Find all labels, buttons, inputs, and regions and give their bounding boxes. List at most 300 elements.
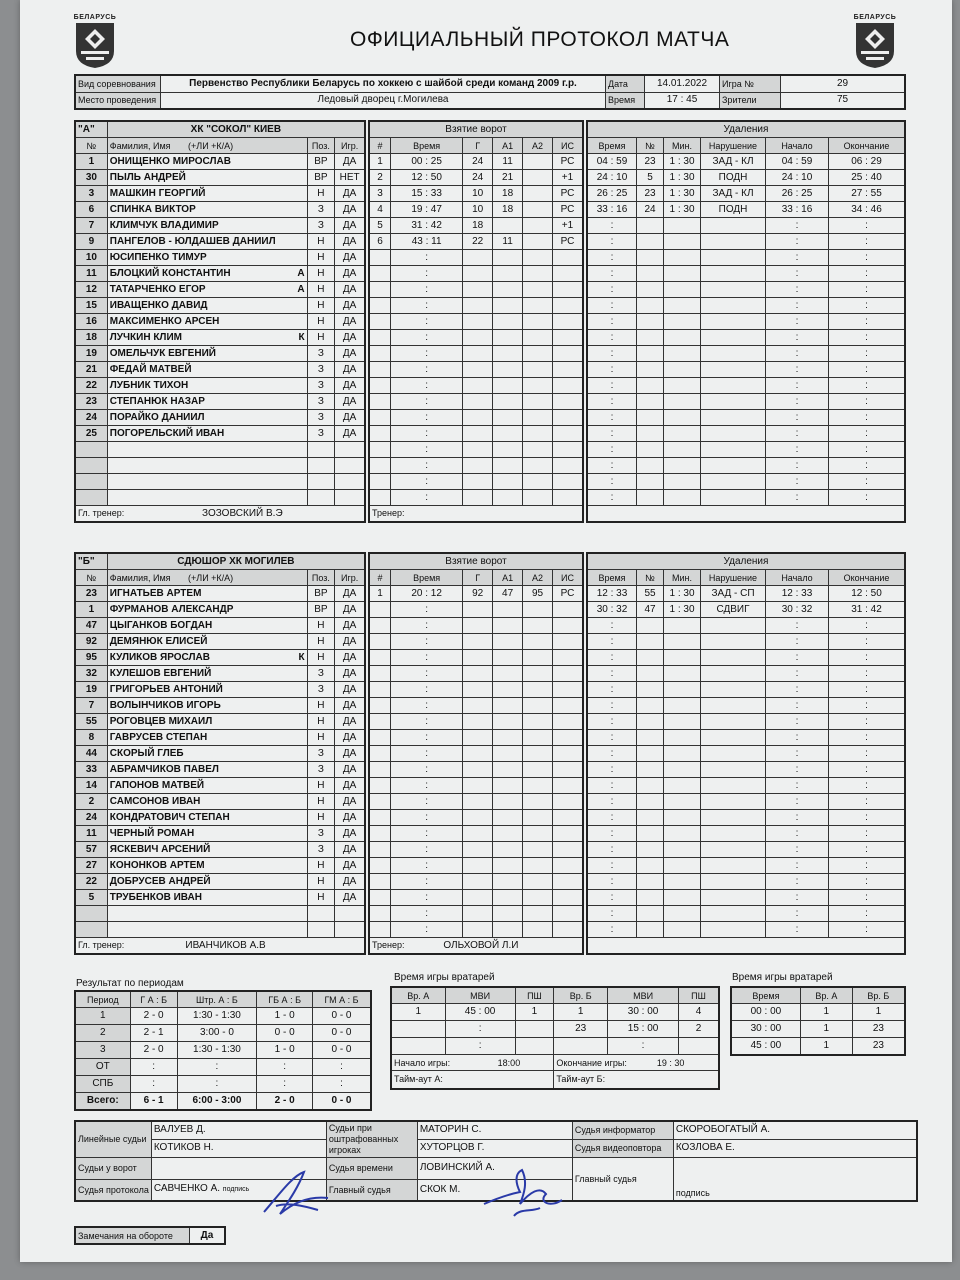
period-col-3: ГБ А : Б xyxy=(257,991,313,1008)
period-value: : xyxy=(312,1059,371,1076)
goal-assist-1 xyxy=(493,762,523,778)
goal-scorer xyxy=(463,346,493,362)
penalty-row xyxy=(587,778,905,794)
player-played xyxy=(335,474,365,490)
penalty-end: : xyxy=(829,266,906,282)
penalty-infraction xyxy=(701,442,766,458)
goal-situation xyxy=(552,314,583,330)
goal-number xyxy=(369,602,391,618)
penalty-infraction xyxy=(701,906,766,922)
player-number: 10 xyxy=(75,250,107,266)
player-position: З xyxy=(307,842,335,858)
goal-row xyxy=(369,746,583,762)
player-row xyxy=(75,730,365,746)
goal-assist-1 xyxy=(493,842,523,858)
team-a-coach-row: Тренер: xyxy=(369,506,583,523)
player-name-text: ОМЕЛЬЧУК ЕВГЕНИЙ xyxy=(109,347,216,359)
goal-number xyxy=(369,890,391,906)
goal-number xyxy=(369,666,391,682)
belarus-logo-right xyxy=(852,14,898,72)
goal-situation xyxy=(552,490,583,506)
player-name xyxy=(107,218,307,234)
penalty-player xyxy=(637,298,664,314)
penalty-row xyxy=(587,250,905,266)
penalty-minutes xyxy=(664,746,701,762)
video-label: Судья видеоповтора xyxy=(572,1139,673,1157)
referee-label: Главный судья xyxy=(326,1179,417,1201)
player-number: 33 xyxy=(75,762,107,778)
player-number: 21 xyxy=(75,362,107,378)
player-name xyxy=(107,314,307,330)
player-number: 95 xyxy=(75,650,107,666)
player-position: З xyxy=(307,394,335,410)
penalty-row xyxy=(587,266,905,282)
goal-scorer: 18 xyxy=(463,218,493,234)
goals-col-g: Г xyxy=(463,570,493,586)
goal-assist-1 xyxy=(493,778,523,794)
player-number xyxy=(75,474,107,490)
penalties-title: Удаления xyxy=(587,553,905,570)
penalty-row xyxy=(587,234,905,250)
penalty-start: : xyxy=(766,730,829,746)
penalty-end: : xyxy=(829,730,906,746)
player-name-text: ПАНГЕЛОВ - ЮЛДАШЕВ ДАНИИЛ xyxy=(109,235,276,247)
goal-time: : xyxy=(391,922,463,938)
penalty-minutes xyxy=(664,890,701,906)
periods-table xyxy=(74,990,372,1111)
goal-scorer xyxy=(463,922,493,938)
penalty-end: : xyxy=(829,778,906,794)
player-played: ДА xyxy=(335,586,365,602)
penalty-player xyxy=(637,890,664,906)
player-position: Н xyxy=(307,778,335,794)
goal-situation: РС xyxy=(552,234,583,250)
penalty-start: : xyxy=(766,650,829,666)
penalty-minutes xyxy=(664,442,701,458)
player-position xyxy=(307,458,335,474)
penalty-end: : xyxy=(829,634,906,650)
goal-number xyxy=(369,634,391,650)
goal-scorer xyxy=(463,714,493,730)
penalty-row xyxy=(587,362,905,378)
goalie-col-2: ПШ xyxy=(515,987,554,1004)
penalty-end: : xyxy=(829,618,906,634)
player-position: Н xyxy=(307,298,335,314)
player-number: 9 xyxy=(75,234,107,250)
goal-number: 1 xyxy=(369,586,391,602)
penalty-infraction xyxy=(701,874,766,890)
player-played: ДА xyxy=(335,330,365,346)
goal-scorer xyxy=(463,698,493,714)
player-position: Н xyxy=(307,890,335,906)
penalty-start: : xyxy=(766,858,829,874)
player-number xyxy=(75,442,107,458)
penalty-start: : xyxy=(766,698,829,714)
player-played: ДА xyxy=(335,826,365,842)
goal-number xyxy=(369,794,391,810)
goal-assist-2 xyxy=(523,666,553,682)
goalie-value xyxy=(391,1021,445,1038)
penalty-player xyxy=(637,666,664,682)
penalty-end: : xyxy=(829,330,906,346)
goalie-time2-title: Время игры вратарей xyxy=(732,972,833,983)
period-value: 1:30 - 1:30 xyxy=(177,1008,257,1025)
penalty-time: 26 : 25 xyxy=(587,186,637,202)
penalty-start: : xyxy=(766,266,829,282)
goal-time: : xyxy=(391,906,463,922)
penalty-minutes xyxy=(664,250,701,266)
penalty-player xyxy=(637,314,664,330)
goal-row xyxy=(369,474,583,490)
goal-assist-2 xyxy=(523,826,553,842)
penalty-end: : xyxy=(829,282,906,298)
goal-row xyxy=(369,618,583,634)
penalty-time: : xyxy=(587,810,637,826)
goal-assist-1 xyxy=(493,426,523,442)
penalty-infraction xyxy=(701,314,766,330)
penalty-infraction xyxy=(701,394,766,410)
player-name-text: СКОРЫЙ ГЛЕБ xyxy=(109,747,184,759)
goal-assist-1 xyxy=(493,314,523,330)
player-row xyxy=(75,666,365,682)
goal-assist-2 xyxy=(523,282,553,298)
penalty-minutes xyxy=(664,858,701,874)
penalty-time: : xyxy=(587,778,637,794)
penalty-minutes xyxy=(664,346,701,362)
player-position: З xyxy=(307,410,335,426)
goal-assist-1 xyxy=(493,730,523,746)
start-value: 18:00 xyxy=(497,1057,521,1068)
goalie2-value: 23 xyxy=(852,1021,905,1038)
goal-assist-2 xyxy=(523,922,553,938)
penalty-row xyxy=(587,634,905,650)
penalty-infraction xyxy=(701,426,766,442)
goal-scorer xyxy=(463,842,493,858)
captain-mark: А xyxy=(297,283,305,295)
player-number: 18 xyxy=(75,330,107,346)
goal-row xyxy=(369,170,583,186)
player-name xyxy=(107,426,307,442)
goalie-time-table xyxy=(390,986,720,1090)
goal-situation xyxy=(552,266,583,282)
penalty-start: : xyxy=(766,762,829,778)
goal-time: : xyxy=(391,762,463,778)
team-b-head-coach-row: Гл. тренер: ИВАНЧИКОВ А.В xyxy=(75,938,365,955)
penalty-time: : xyxy=(587,618,637,634)
penalty-start: : xyxy=(766,682,829,698)
penalty-infraction xyxy=(701,362,766,378)
goal-row xyxy=(369,874,583,890)
penalty-time: : xyxy=(587,490,637,506)
goal-row xyxy=(369,490,583,506)
player-played: ДА xyxy=(335,874,365,890)
chief-label: Главный судья xyxy=(572,1157,673,1201)
pen-col-time: Время xyxy=(587,138,637,154)
total-value: 0 - 0 xyxy=(312,1093,371,1110)
player-row xyxy=(75,458,365,474)
penalty-player xyxy=(637,746,664,762)
goal-number xyxy=(369,906,391,922)
penalty-end: : xyxy=(829,442,906,458)
penalty-end: : xyxy=(829,922,906,938)
player-position: Н xyxy=(307,730,335,746)
penalty-end: 12 : 50 xyxy=(829,586,906,602)
goal-assist-2 xyxy=(523,442,553,458)
penalty-row xyxy=(587,378,905,394)
goal-time: : xyxy=(391,394,463,410)
goal-situation xyxy=(552,442,583,458)
penalty-player xyxy=(637,714,664,730)
goal-assist-1 xyxy=(493,746,523,762)
page-title: ОФИЦИАЛЬНЫЙ ПРОТОКОЛ МАТЧА xyxy=(350,28,730,51)
spectators-value: 75 xyxy=(781,92,906,109)
player-position: ВР xyxy=(307,586,335,602)
player-row xyxy=(75,202,365,218)
penalty-row xyxy=(587,426,905,442)
goalie-value: 45 : 00 xyxy=(445,1004,515,1021)
goalie2-value: 00 : 00 xyxy=(731,1004,800,1021)
timekeeper-label: Судья времени xyxy=(326,1157,417,1179)
player-played: ДА xyxy=(335,650,365,666)
player-name-text: БЛОЦКИЙ КОНСТАНТИН xyxy=(109,267,231,279)
player-name-text: ЮСИПЕНКО ТИМУР xyxy=(109,251,207,263)
penalty-minutes xyxy=(664,426,701,442)
player-played: ДА xyxy=(335,394,365,410)
penalty-start: : xyxy=(766,634,829,650)
penalty-minutes xyxy=(664,810,701,826)
goal-situation: +1 xyxy=(552,170,583,186)
penalty-row xyxy=(587,186,905,202)
player-row xyxy=(75,298,365,314)
penalty-time: : xyxy=(587,730,637,746)
player-name xyxy=(107,650,307,666)
player-number: 25 xyxy=(75,426,107,442)
penalty-start: : xyxy=(766,618,829,634)
goal-assist-1: 47 xyxy=(493,586,523,602)
player-played: ДА xyxy=(335,410,365,426)
penalty-start: : xyxy=(766,778,829,794)
player-name xyxy=(107,394,307,410)
goal-number xyxy=(369,458,391,474)
goalie2-col-2: Вр. Б xyxy=(852,987,905,1004)
goal-assist-2 xyxy=(523,378,553,394)
penalty-infraction xyxy=(701,650,766,666)
penalty-player xyxy=(637,634,664,650)
period-value: 1 - 0 xyxy=(257,1008,313,1025)
penalty-time: 33 : 16 xyxy=(587,202,637,218)
goal-assist-1: 21 xyxy=(493,170,523,186)
goalie-time-title: Время игры вратарей xyxy=(394,972,495,983)
goal-situation: РС xyxy=(552,154,583,170)
penalty-time: : xyxy=(587,362,637,378)
player-position xyxy=(307,490,335,506)
penalty-start: 30 : 32 xyxy=(766,602,829,618)
player-name-text: ВОЛЫНЧИКОВ ИГОРЬ xyxy=(109,699,221,711)
penalty-start: 33 : 16 xyxy=(766,202,829,218)
goal-time: : xyxy=(391,746,463,762)
goal-situation xyxy=(552,362,583,378)
penalty-minutes xyxy=(664,458,701,474)
goal-scorer xyxy=(463,778,493,794)
goal-assist-1 xyxy=(493,858,523,874)
goal-time: : xyxy=(391,410,463,426)
goalie2-value: 1 xyxy=(800,1004,852,1021)
penalty-row xyxy=(587,762,905,778)
goal-time: : xyxy=(391,682,463,698)
goal-situation xyxy=(552,650,583,666)
penalty-minutes xyxy=(664,298,701,314)
penalty-player xyxy=(637,378,664,394)
penalty-judges-label: Судьи при оштрафованных игроках xyxy=(326,1121,417,1157)
team-a-penalties xyxy=(586,120,906,523)
goalie-value: : xyxy=(445,1038,515,1055)
penalty-player xyxy=(637,394,664,410)
penalty-end: 31 : 42 xyxy=(829,602,906,618)
player-row xyxy=(75,282,365,298)
player-name xyxy=(107,234,307,250)
penalty-row xyxy=(587,218,905,234)
player-position: З xyxy=(307,378,335,394)
player-played: ДА xyxy=(335,698,365,714)
protocol-sheet xyxy=(20,0,952,1262)
goal-assist-2 xyxy=(523,778,553,794)
player-name xyxy=(107,810,307,826)
player-played: ДА xyxy=(335,602,365,618)
player-position: З xyxy=(307,746,335,762)
penalty-minutes xyxy=(664,666,701,682)
player-number: 47 xyxy=(75,618,107,634)
penalty-end: : xyxy=(829,426,906,442)
player-name-text: ДЕМЯНЮК ЕЛИСЕЙ xyxy=(109,635,208,647)
goalie-value: 1 xyxy=(515,1004,554,1021)
player-position: Н xyxy=(307,186,335,202)
penalty-infraction: ЗАД - КЛ xyxy=(701,186,766,202)
goal-assist-1 xyxy=(493,394,523,410)
goal-assist-2 xyxy=(523,458,553,474)
player-name-text: АБРАМЧИКОВ ПАВЕЛ xyxy=(109,763,219,775)
goal-situation xyxy=(552,298,583,314)
penalty-player xyxy=(637,730,664,746)
goal-assist-2 xyxy=(523,330,553,346)
penalty-time: : xyxy=(587,842,637,858)
goal-situation xyxy=(552,602,583,618)
player-name-text: ФЕДАЙ МАТВЕЙ xyxy=(109,363,192,375)
goal-situation xyxy=(552,410,583,426)
player-played: ДА xyxy=(335,218,365,234)
player-number: 23 xyxy=(75,586,107,602)
player-played: ДА xyxy=(335,266,365,282)
penalty-time: : xyxy=(587,922,637,938)
penalty-end: : xyxy=(829,746,906,762)
penalty-infraction xyxy=(701,890,766,906)
goal-situation xyxy=(552,826,583,842)
player-row xyxy=(75,362,365,378)
goal-situation xyxy=(552,746,583,762)
goal-judges-label: Судьи у ворот xyxy=(75,1157,151,1179)
pen-col-end: Окончание xyxy=(829,138,906,154)
player-name-text: САМСОНОВ ИВАН xyxy=(109,795,201,807)
goal-row xyxy=(369,266,583,282)
player-name-text: ТРУБЕНКОВ ИВАН xyxy=(109,891,202,903)
goalie-value: 15 : 00 xyxy=(608,1021,679,1038)
goal-assist-2 xyxy=(523,394,553,410)
player-position: Н xyxy=(307,634,335,650)
player-name xyxy=(107,170,307,186)
penalty-player: 23 xyxy=(637,186,664,202)
goal-number xyxy=(369,346,391,362)
goal-assist-2 xyxy=(523,890,553,906)
player-name xyxy=(107,282,307,298)
goal-number xyxy=(369,250,391,266)
goal-row xyxy=(369,394,583,410)
penalty-player xyxy=(637,682,664,698)
col-pos: Поз. xyxy=(307,138,335,154)
period-row xyxy=(75,1008,371,1025)
player-name-text: КОНДРАТОВИЧ СТЕПАН xyxy=(109,811,230,823)
player-played: ДА xyxy=(335,378,365,394)
penalty-player xyxy=(637,906,664,922)
player-position: Н xyxy=(307,714,335,730)
player-row xyxy=(75,618,365,634)
penalty-infraction xyxy=(701,218,766,234)
player-row xyxy=(75,474,365,490)
player-played: ДА xyxy=(335,154,365,170)
period-row xyxy=(75,1076,371,1093)
player-row xyxy=(75,186,365,202)
goal-scorer xyxy=(463,282,493,298)
penalty-time: : xyxy=(587,426,637,442)
period-value: 0 - 0 xyxy=(312,1008,371,1025)
penalty-time: : xyxy=(587,826,637,842)
penalty-time: : xyxy=(587,890,637,906)
goal-time: : xyxy=(391,826,463,842)
player-number: 27 xyxy=(75,858,107,874)
goal-assist-1: 18 xyxy=(493,202,523,218)
player-name-text: ОНИЩЕНКО МИРОСЛАВ xyxy=(109,155,231,167)
goalie2-value: 1 xyxy=(852,1004,905,1021)
goal-situation xyxy=(552,250,583,266)
penalty-time: 24 : 10 xyxy=(587,170,637,186)
goalie-value: 30 : 00 xyxy=(608,1004,679,1021)
goal-time: : xyxy=(391,282,463,298)
player-number xyxy=(75,922,107,938)
penalty-row xyxy=(587,586,905,602)
penalty-infraction: СДВИГ xyxy=(701,602,766,618)
player-played: ДА xyxy=(335,810,365,826)
goalie2-row xyxy=(731,1021,905,1038)
goal-assist-1 xyxy=(493,826,523,842)
goalie-col-4: МВИ xyxy=(608,987,679,1004)
penalty-end: : xyxy=(829,378,906,394)
period-value: : xyxy=(130,1076,177,1093)
goal-time: : xyxy=(391,634,463,650)
penalty-player xyxy=(637,346,664,362)
player-number: 15 xyxy=(75,298,107,314)
player-name xyxy=(107,730,307,746)
period-value: : xyxy=(257,1076,313,1093)
goal-assist-2 xyxy=(523,730,553,746)
penalty-row xyxy=(587,618,905,634)
penalty-infraction xyxy=(701,666,766,682)
player-name xyxy=(107,682,307,698)
goal-assist-2 xyxy=(523,362,553,378)
goals-col-is: ИС xyxy=(552,138,583,154)
player-name-text: ПОРАЙКО ДАНИИЛ xyxy=(109,411,205,423)
goalie2-row xyxy=(731,1038,905,1055)
penalty-infraction xyxy=(701,810,766,826)
player-row xyxy=(75,490,365,506)
goalie2-col-0: Время xyxy=(731,987,800,1004)
